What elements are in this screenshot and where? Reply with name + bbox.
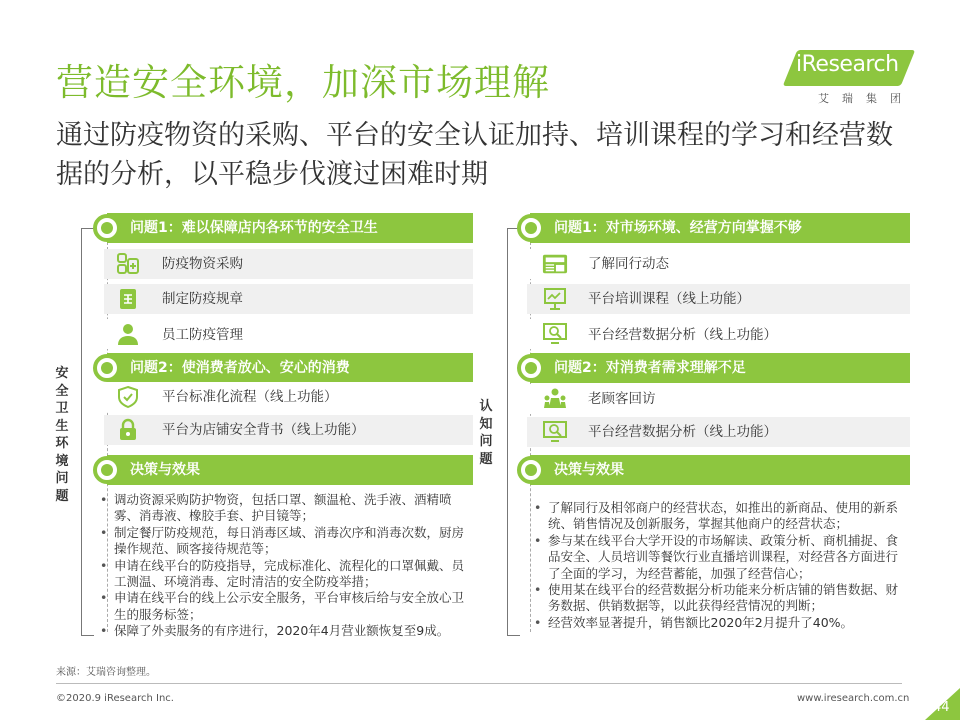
- bullet-item: • 申请在线平台的线上公示安全服务，平台审核后给与安全放心卫生的服务标签；: [100, 590, 475, 623]
- right-item-2: 平台培训课程（线上功能）: [588, 291, 750, 307]
- decision-marker-icon: [93, 456, 121, 484]
- left-bullet-list: [100, 492, 475, 640]
- left-item-2: 制定防疫规章: [162, 291, 243, 307]
- website-url: www.iresearch.com.cn: [797, 693, 910, 704]
- customer-visit-icon: [542, 386, 568, 412]
- source-note: 来源：艾瑞咨询整理。: [56, 667, 156, 678]
- right-item-1: 了解同行动态: [588, 256, 669, 272]
- left-item-1: 防疫物资采购: [162, 256, 243, 272]
- right-question-1: 问题1：对市场环境、经营方向掌握不够: [554, 220, 802, 236]
- bullet-item: • 调动资源采购防护物资，包括口罩、额温枪、洗手液、酒精喷雾、消毒液、橡胶手套、护目镜等；: [100, 492, 475, 525]
- left-decision-heading: 决策与效果: [130, 462, 200, 478]
- page-number: 44: [933, 700, 950, 715]
- bullet-item: • 制定餐厅防疫规范，每日消毒区域、消毒次序和消毒次数，厨房操作规范、顾客接待规范等；: [100, 525, 475, 558]
- right-question-2: 问题2：对消费者需求理解不足: [554, 360, 746, 376]
- iresearch-logo: [790, 50, 940, 112]
- shield-icon: [115, 384, 141, 410]
- question-marker-icon: [93, 354, 121, 382]
- bullet-item: • 了解同行及相邻商户的经营状态，如推出的新商品、使用的新系统、销售情况及创新服务，掌握其他商户的经营状态；: [534, 500, 904, 533]
- page-number-badge: [905, 688, 960, 720]
- logo-cn: 艾瑞集团: [818, 92, 914, 105]
- logo-text: iResearch: [796, 52, 899, 77]
- data-analysis-icon: [542, 321, 568, 347]
- decision-marker-icon: [517, 456, 545, 484]
- bullet-item: • 使用某在线平台的经营数据分析功能来分析店铺的销售数据、财务数据、供销数据等，以此获得经营情况的判断；: [534, 582, 904, 615]
- left-item-3: 员工防疫管理: [162, 327, 243, 343]
- staff-icon: [115, 321, 141, 347]
- left-item-4: 平台标准化流程（线上功能）: [162, 389, 338, 405]
- medicine-supplies-icon: [115, 251, 141, 277]
- page-subtitle: 通过防疫物资的采购、平台的安全认证加持、培训课程的学习和经营数据的分析，以平稳步伐渡过困难时期: [56, 120, 893, 190]
- lock-icon: [115, 417, 141, 443]
- rules-document-icon: [115, 286, 141, 312]
- bullet-item: • 经营效率显著提升，销售额比2020年2月提升了40%。: [534, 615, 904, 631]
- copyright: ©2020.9 iResearch Inc.: [56, 693, 174, 704]
- news-icon: [542, 251, 568, 277]
- bullet-item: • 保障了外卖服务的有序进行，2020年4月营业额恢复至9成。: [100, 623, 475, 639]
- bullet-item: • 参与某在线平台大学开设的市场解读、政策分析、商机捕捉、食品安全、人员培训等餐饮行业直播培训课程，对经营各方面进行了全面的学习，为经营蓄能，加强了经营信心；: [534, 533, 904, 582]
- question-marker-icon: [517, 214, 545, 242]
- right-item-5: 平台经营数据分析（线上功能）: [588, 424, 777, 440]
- training-board-icon: [542, 286, 568, 312]
- bullet-item: • 申请在线平台的防疫指导，完成标准化、流程化的口罩佩戴、员工测温、环境消毒、定时清洁的安全防疫举措；: [100, 558, 475, 591]
- left-item-5: 平台为店铺安全背书（线上功能）: [162, 422, 365, 438]
- question-marker-icon: [93, 214, 121, 242]
- left-vertical-label: 安 全 卫 生 环 境 问 题: [55, 366, 69, 504]
- page-title: 营造安全环境，加深市场理解: [56, 61, 550, 104]
- right-item-3: 平台经营数据分析（线上功能）: [588, 327, 777, 343]
- right-decision-heading: 决策与效果: [554, 462, 624, 478]
- left-question-2: 问题2：使消费者放心、安心的消费: [130, 360, 350, 376]
- question-marker-icon: [517, 354, 545, 382]
- data-analysis-icon: [542, 419, 568, 445]
- right-bullet-list: [534, 500, 904, 631]
- right-vertical-label: 认 知 问 题: [479, 399, 493, 467]
- left-question-1: 问题1：难以保障店内各环节的安全卫生: [130, 220, 378, 236]
- right-item-4: 老顾客回访: [588, 391, 656, 407]
